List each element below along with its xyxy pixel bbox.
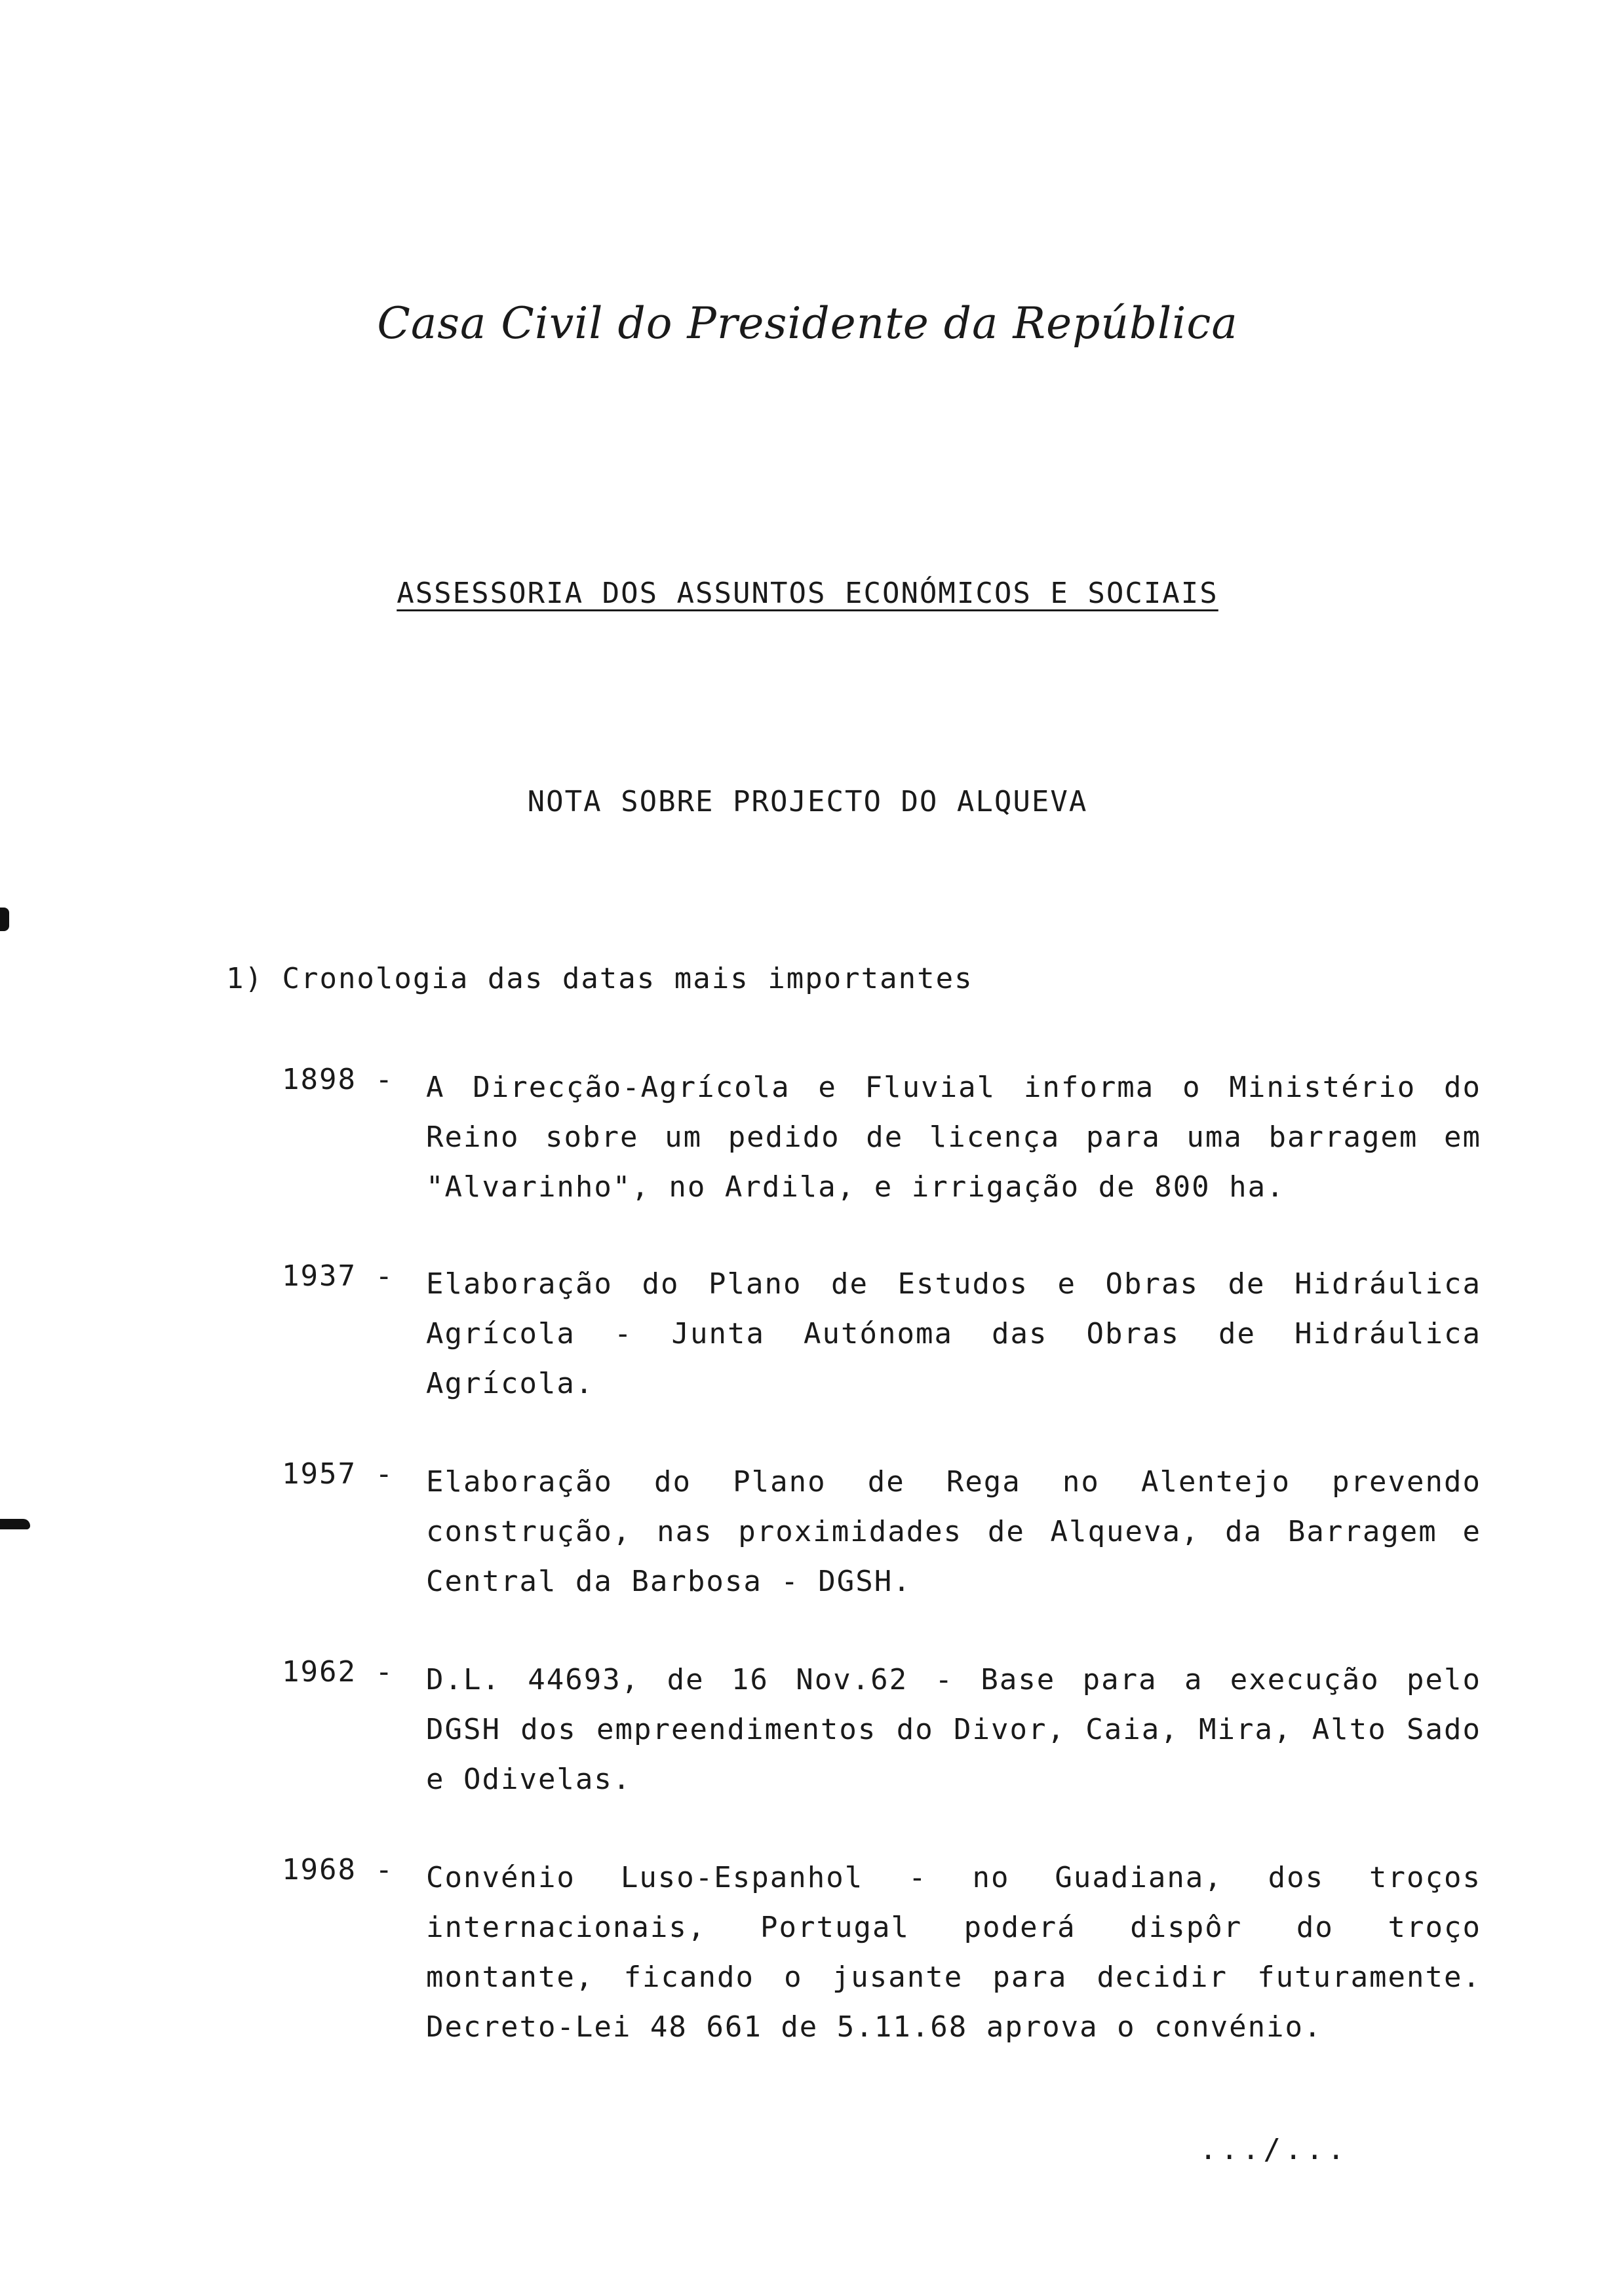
margin-mark — [0, 908, 9, 931]
department-heading-text: ASSESSORIA DOS ASSUNTOS ECONÓMICOS E SOCIAIS — [397, 577, 1218, 610]
department-heading — [0, 577, 1615, 610]
letterhead: Casa Civil do Presidente da República — [377, 298, 1238, 349]
document-title: NOTA SOBRE PROJECTO DO ALQUEVA — [527, 785, 1088, 818]
entry-text: A Direcção-Agrícola e Fluvial informa o Ministério do Reino sobre um pedido de licença para uma barragem em "Alvarinho", no Ardila, e irrigação de 800 ha. — [426, 1071, 1481, 1204]
entry-year: 1898 - — [282, 1063, 394, 1096]
entry-text: D.L. 44693, de 16 Nov.62 - Base para a execução pelo DGSH dos empreendimentos do Divor, Caia, Mira, Alto Sado e Odivelas. — [426, 1663, 1481, 1796]
entry-year: 1968 - — [282, 1853, 394, 1886]
entry-year: 1962 - — [282, 1655, 394, 1689]
entry-text: Convénio Luso-Espanhol - no Guadiana, dos troços internacionais, Portugal poderá dispôr do troço montante, ficando o jusante para decidir futuramente. Decreto-Lei 48 661 de 5.11.68 aprova o convénio. — [426, 1861, 1481, 2044]
section-heading: 1) Cronologia das datas mais importantes — [226, 962, 973, 995]
entry-text: Elaboração do Plano de Estudos e Obras de Hidráulica Agrícola - Junta Autónoma das Obras de Hidráulica Agrícola. — [426, 1267, 1481, 1400]
entry-year: 1937 - — [282, 1259, 394, 1293]
entry-year: 1957 - — [282, 1457, 394, 1491]
margin-mark — [0, 1519, 30, 1529]
entry-text: Elaboração do Plano de Rega no Alentejo prevendo construção, nas proximidades de Alqueva, da Barragem e Central da Barbosa - DGSH. — [426, 1465, 1481, 1598]
continuation-marker: .../... — [1199, 2133, 1349, 2166]
